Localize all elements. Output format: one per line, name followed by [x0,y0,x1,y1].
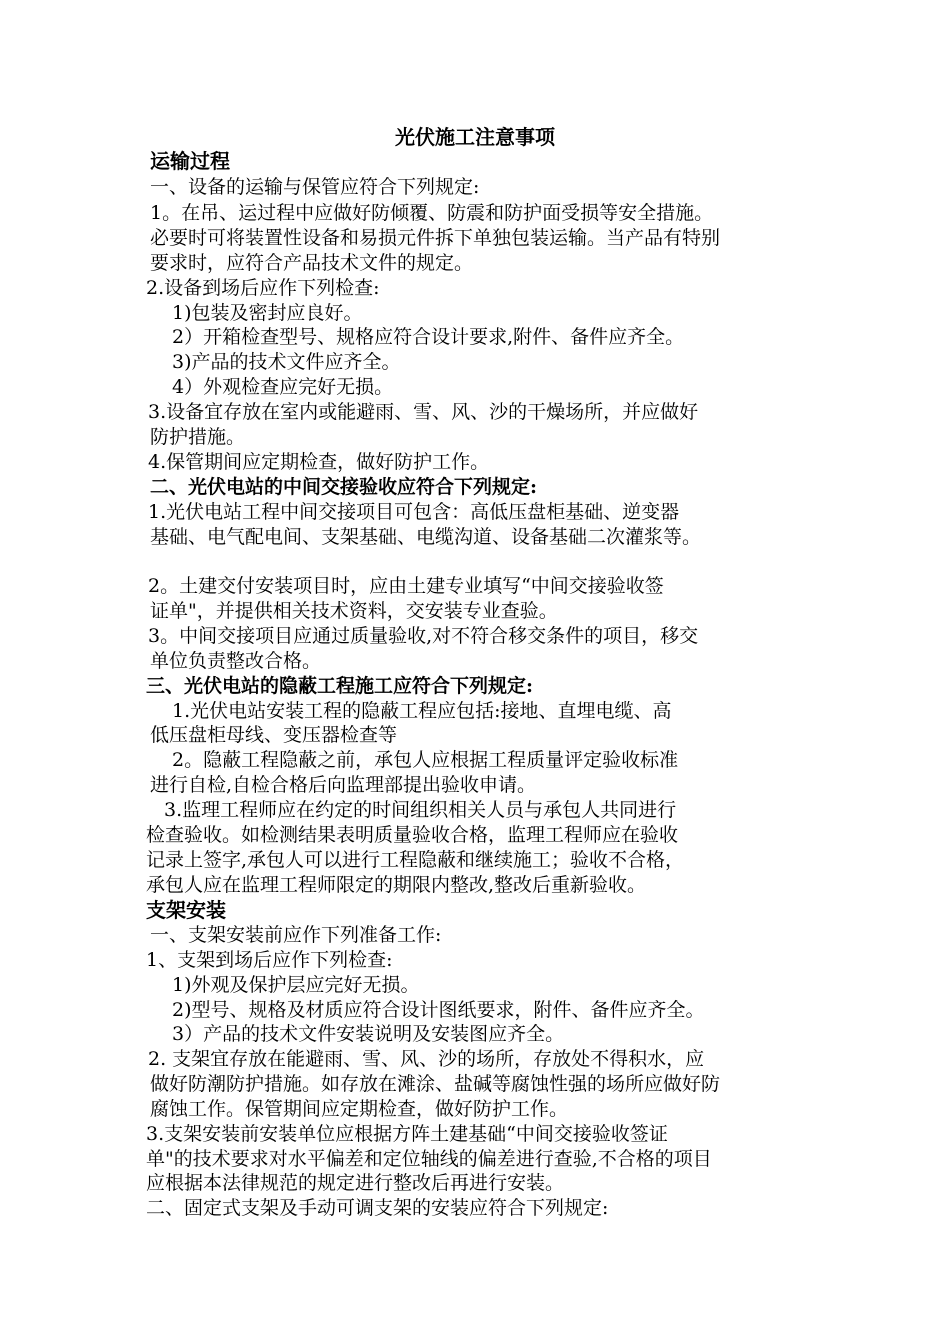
list-item: 2)型号、规格及材质应符合设计图纸要求，附件、备件应齐全。 [172,999,705,1021]
paragraph-line: 承包人应在监理工程师限定的期限内整改,整改后重新验收。 [146,874,647,896]
paragraph-line: 二、固定式支架及手动可调支架的安装应符合下列规定: [146,1197,609,1219]
paragraph-line: 1。在吊、运过程中应做好防倾覆、防震和防护面受损等安全措施。 [150,202,714,224]
paragraph-line: 做好防潮防护措施。如存放在滩涂、盐碱等腐蚀性强的场所应做好防 [150,1073,721,1095]
subsection-heading: 三、光伏电站的隐蔽工程施工应符合下列规定: [146,675,534,697]
paragraph-line: 3.监理工程师应在约定的时间组织相关人员与承包人共同进行 [164,799,677,821]
list-item: 1)包装及密封应良好。 [172,302,363,324]
paragraph-line: 检查验收。如检测结果表明质量验收合格，监理工程师应在验收 [146,824,679,846]
paragraph-line: 记录上签字,承包人可以进行工程隐蔽和继续施工；验收不合格， [146,849,685,871]
list-item: 2）开箱检查型号、规格应符合设计要求,附件、备件应齐全。 [172,326,685,348]
paragraph-line: 4.保管期间应定期检查，做好防护工作。 [148,451,490,473]
document-title: 光伏施工注意事项 [395,125,555,149]
paragraph-line: 一、设备的运输与保管应符合下列规定: [150,176,480,198]
subsection-heading: 二、光伏电站的中间交接验收应符合下列规定: [150,476,538,498]
paragraph-line: 2. 支架宜存放在能避雨、雪、风、沙的场所，存放处不得积水，应 [148,1048,705,1070]
paragraph-line: 3。中间交接项目应通过质量验收,对不符合移交条件的项目，移交 [148,625,699,647]
paragraph-line: 单"的技术要求对水平偏差和定位轴线的偏差进行查验,不合格的项目 [146,1148,712,1170]
paragraph-line: 腐蚀工作。保管期间应定期检查，做好防护工作。 [150,1098,569,1120]
paragraph-line: 2。隐蔽工程隐蔽之前，承包人应根据工程质量评定验收标准 [172,749,679,771]
paragraph-line: 2.设备到场后应作下列检查: [146,277,380,299]
paragraph-line: 1、支架到场后应作下列检查: [146,949,393,971]
paragraph-line: 3.设备宜存放在室内或能避雨、雪、风、沙的干燥场所，并应做好 [148,401,699,423]
paragraph-line: 1.光伏电站安装工程的隐蔽工程应包括:接地、直埋电缆、高 [172,700,672,722]
paragraph-line: 3.支架安装前安装单位应根据方阵土建基础“中间交接验收签证 [146,1123,668,1145]
paragraph-line: 低压盘柜母线、变压器检查等 [150,724,398,746]
paragraph-line: 单位负责整改合格。 [150,650,322,672]
section-heading-bracket-install: 支架安装 [146,898,226,922]
paragraph-line: 必要时可将装置性设备和易损元件拆下单独包装运输。当产品有特别 [150,227,721,249]
paragraph-line: 应根据本法律规范的规定进行整改后再进行安装。 [146,1172,565,1194]
paragraph-line: 证单"，并提供相关技术资料，交安装专业查验。 [150,600,558,622]
list-item: 4）外观检查应完好无损。 [172,376,394,398]
section-heading-transport: 运输过程 [150,149,230,173]
list-item: 3)产品的技术文件应齐全。 [172,351,401,373]
list-item: 1)外观及保护层应完好无损。 [172,974,420,996]
paragraph-line: 进行自检,自检合格后向监理部提出验收申请。 [150,774,537,796]
paragraph-line: 2。土建交付安装项目时，应由土建专业填写“中间交接验收签 [148,575,664,597]
paragraph-line: 基础、电气配电间、支架基础、电缆沟道、设备基础二次灌浆等。 [150,526,702,548]
list-item: 3）产品的技术文件安装说明及安装图应齐全。 [172,1023,565,1045]
paragraph-line: 要求时，应符合产品技术文件的规定。 [150,252,474,274]
paragraph-line: 1.光伏电站工程中间交接项目可包含：高低压盘柜基础、逆变器 [148,501,680,523]
paragraph-line: 防护措施。 [150,426,246,448]
paragraph-line: 一、支架安装前应作下列准备工作: [150,924,442,946]
